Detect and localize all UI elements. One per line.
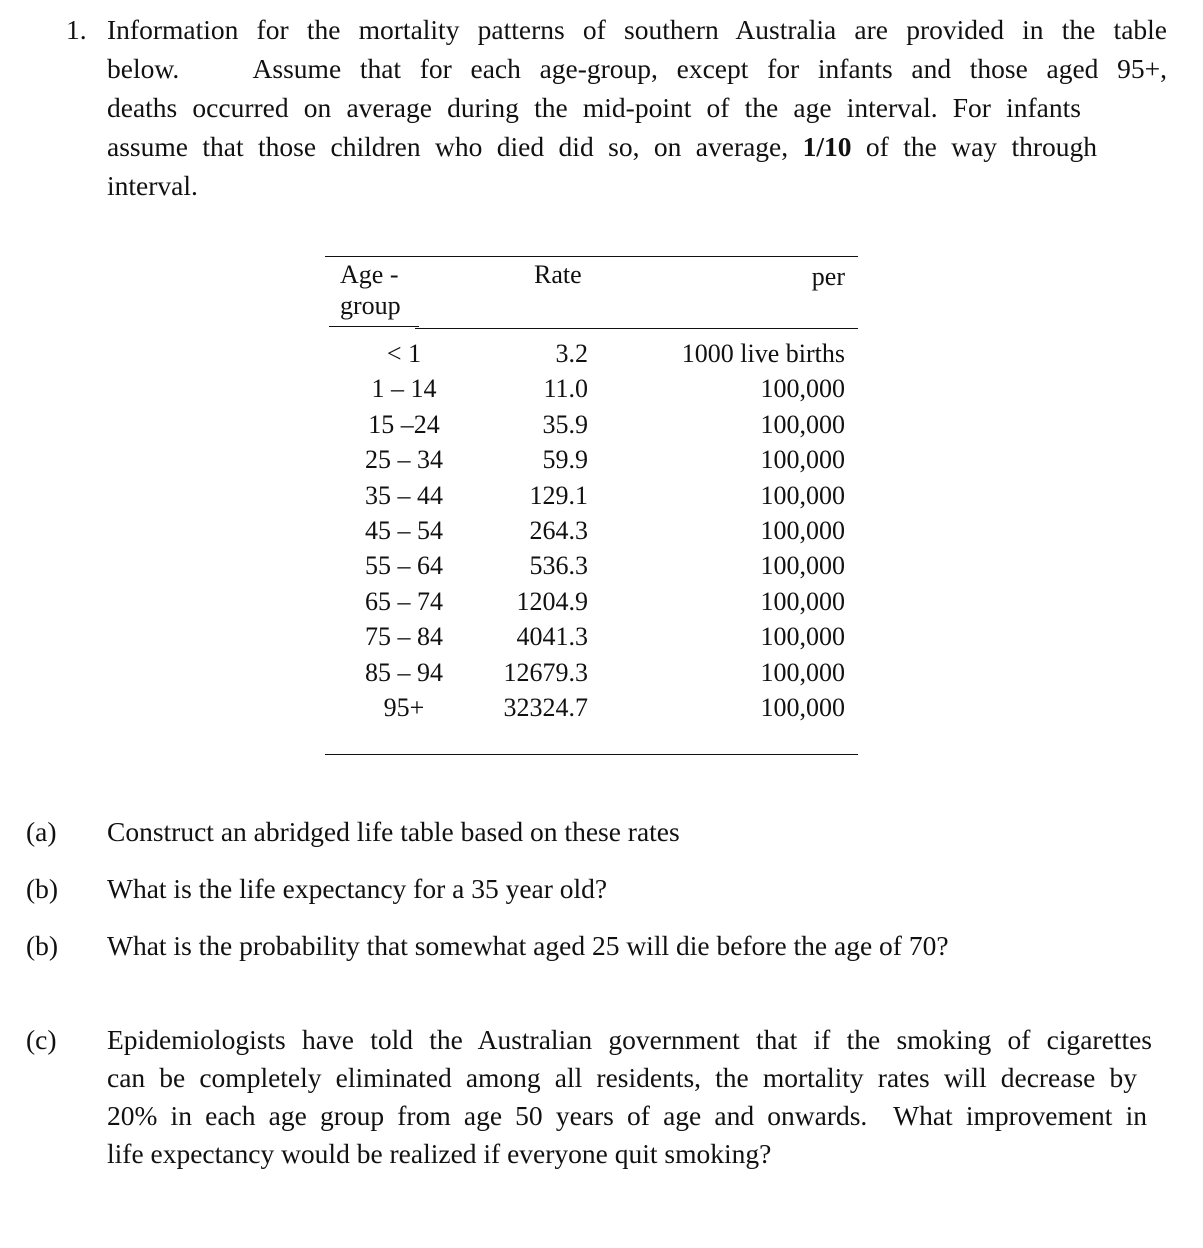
mortality-table [325, 256, 858, 756]
subquestion-label: (b) [26, 873, 59, 904]
table-row [325, 442, 858, 477]
subquestion-label: (c) [26, 1024, 57, 1055]
header-rule [415, 328, 858, 329]
cell-per: 100,000 [760, 480, 845, 510]
table-row [325, 513, 858, 548]
cell-age-group: 1 – 14 [371, 374, 437, 404]
table-row [325, 619, 858, 654]
cell-per: 100,000 [760, 622, 845, 652]
table-row [325, 336, 858, 371]
cell-per: 100,000 [760, 409, 845, 439]
cell-per: 100,000 [760, 551, 845, 581]
subquestion-line: What is the probability that somewhat aged 25 will die before the age of 70? [107, 930, 949, 961]
cell-age-group: < 1 [386, 339, 422, 368]
cell-rate: 35.9 [542, 409, 588, 439]
cell-age-group: 95+ [383, 693, 425, 722]
cell-age-group: 25 – 34 [365, 445, 443, 475]
cell-per: 100,000 [760, 657, 845, 687]
question-line: interval. [107, 170, 198, 201]
header-age-group-line2: group [340, 291, 401, 320]
question-line: assume that those children who died did so, on average, 1/10 of the way through [107, 131, 1097, 162]
cell-rate: 536.3 [529, 551, 588, 581]
subquestion-line: 20% in each age group from age 50 years of age and onwards. What improvement in [107, 1100, 1147, 1131]
subquestion-text [107, 927, 1152, 965]
cell-rate: 129.1 [529, 480, 588, 510]
table-row [325, 478, 858, 513]
cell-rate: 264.3 [529, 516, 588, 545]
question-line: Information for the mortality patterns of southern Australia are provided in the table [107, 14, 1167, 45]
cell-rate: 12679.3 [503, 657, 588, 687]
subquestion-line: What is the life expectancy for a 35 year old? [107, 873, 608, 904]
subquestion-text [107, 813, 1152, 851]
cell-per: 100,000 [760, 693, 845, 722]
table-row [325, 584, 858, 619]
cell-age-group: 65 – 74 [365, 586, 443, 616]
header-age-group [340, 259, 401, 321]
subquestion-line: can be completely eliminated among all residents, the mortality rates will decrease by [107, 1062, 1137, 1093]
table-row [325, 655, 858, 690]
cell-age-group: 55 – 64 [365, 551, 443, 581]
table-top-rule [325, 256, 858, 257]
cell-age-group: 35 – 44 [365, 480, 443, 510]
cell-per: 100,000 [760, 445, 845, 475]
table-row [325, 371, 858, 406]
cell-per: 1000 live births [681, 339, 845, 368]
subquestion-line: life expectancy would be realized if everyone quit smoking? [107, 1138, 772, 1169]
cell-per: 100,000 [760, 516, 845, 545]
subquestion-text [107, 1021, 1152, 1173]
cell-rate: 59.9 [542, 445, 588, 475]
question-text [107, 10, 1167, 205]
question-number: 1. [66, 14, 87, 45]
cell-per: 100,000 [760, 586, 845, 616]
cell-age-group: 85 – 94 [365, 657, 443, 687]
table-row [325, 690, 858, 725]
table-row [325, 407, 858, 442]
question-line: deaths occurred on average during the mid-point of the age interval. For infants [107, 92, 1081, 123]
cell-rate: 3.2 [555, 339, 588, 368]
cell-rate: 11.0 [543, 374, 588, 404]
subquestion-line: Epidemiologists have told the Australian government that if the smoking of cigarettes [107, 1024, 1152, 1055]
subquestion-label: (a) [26, 816, 57, 847]
cell-age-group: 75 – 84 [365, 622, 443, 652]
subquestion-line: Construct an abridged life table based on these rates [107, 816, 680, 847]
header-underline-age [329, 326, 419, 327]
table-bottom-rule [325, 754, 858, 755]
subquestion-text [107, 870, 1152, 908]
subquestion-label: (b) [26, 930, 59, 961]
table-row [325, 548, 858, 583]
cell-age-group: 45 – 54 [365, 516, 443, 545]
header-age-group-line1: Age - [340, 260, 399, 289]
cell-age-group: 15 –24 [368, 409, 440, 439]
header-per: per [811, 262, 845, 291]
header-rate: Rate [534, 260, 582, 289]
cell-rate: 32324.7 [503, 693, 588, 722]
cell-per: 100,000 [760, 374, 845, 404]
cell-rate: 4041.3 [516, 622, 588, 652]
cell-rate: 1204.9 [516, 586, 588, 616]
question-line: below. Assume that for each age-group, except for infants and those aged 95+, [107, 53, 1167, 84]
